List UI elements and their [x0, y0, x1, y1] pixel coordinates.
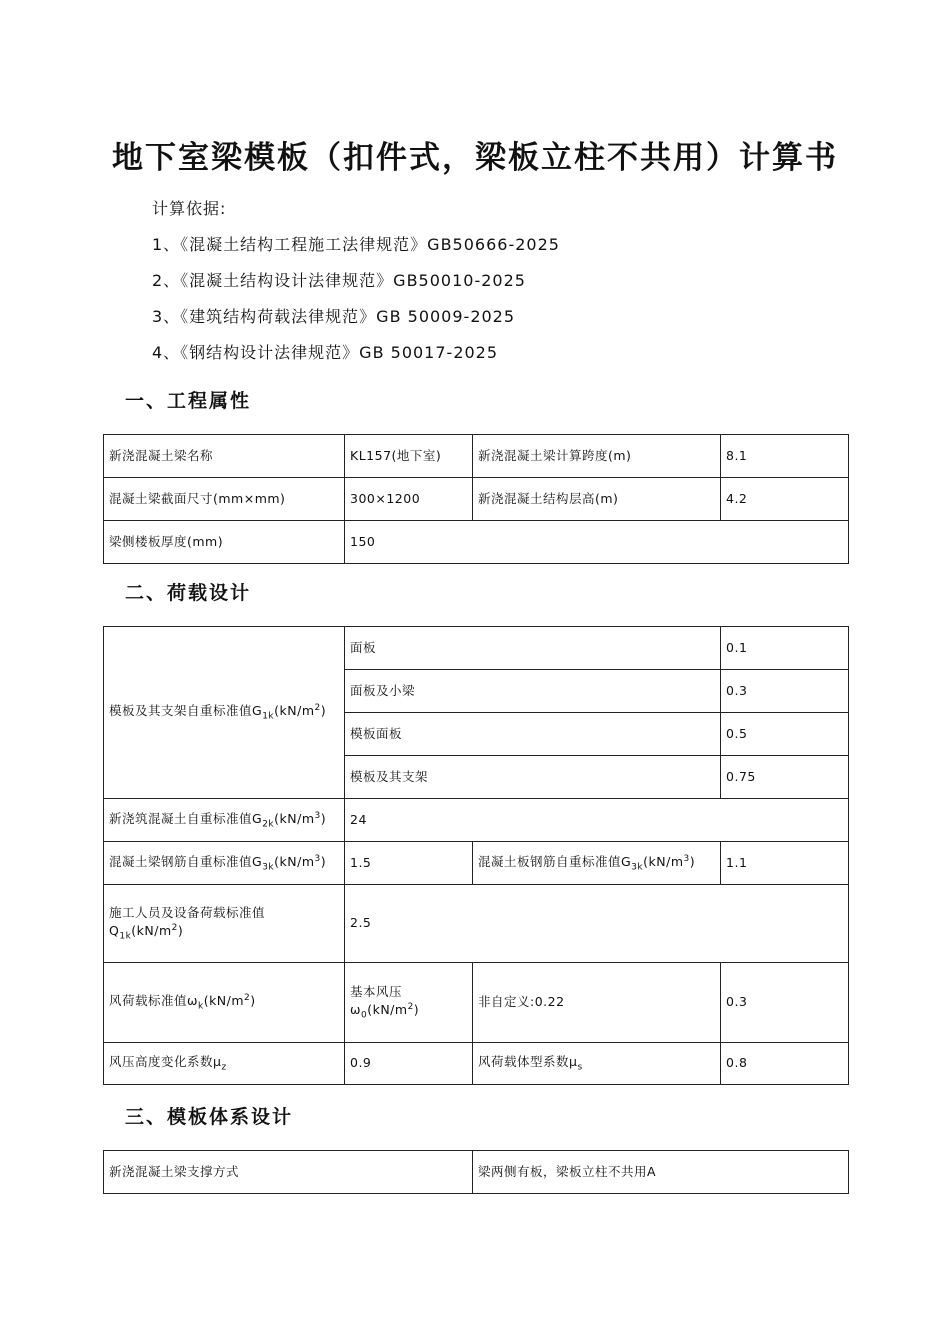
cell-value: 0.8	[721, 1043, 849, 1085]
cell-value: KL157(地下室)	[345, 435, 473, 478]
cell-label: 新浇混凝土梁名称	[104, 435, 345, 478]
cell-label: 模板及其支架	[345, 756, 721, 799]
cell-label: 混凝土梁截面尺寸(mm×mm)	[104, 478, 345, 521]
cell-label: 基本风压 $\omega_0(kN/m^2)$	[345, 963, 473, 1043]
cell-value: 0.3	[721, 670, 849, 713]
document-title: 地下室梁模板（扣件式，梁板立柱不共用）计算书	[112, 140, 838, 176]
cell-label: 新浇混凝土结构层高(m)	[473, 478, 721, 521]
basis-item: 2、《混凝土结构设计法律规范》GB50010-2025	[152, 271, 526, 290]
cell-value: 0.3	[721, 963, 849, 1043]
cell-label: 新浇混凝土梁计算跨度(m)	[473, 435, 721, 478]
cell-value: 0.1	[721, 627, 849, 670]
cell-value: 24	[345, 799, 849, 842]
section-heading-formwork: 三、模板体系设计	[125, 1106, 294, 1128]
cell-label: 面板及小梁	[345, 670, 721, 713]
basis-item: 1、《混凝土结构工程施工法律规范》GB50666-2025	[152, 235, 560, 254]
cell-value: 150	[345, 521, 849, 564]
cell-label: 面板	[345, 627, 721, 670]
cell-value: 非自定义:0.22	[473, 963, 721, 1043]
cell-label: 施工人员及设备荷载标准值 $Q_{1k}(kN/m^2)$	[104, 885, 345, 963]
cell-value: 300×1200	[345, 478, 473, 521]
cell-value: 1.1	[721, 842, 849, 885]
formwork-table	[103, 1150, 849, 1194]
cell-value: 1.5	[345, 842, 473, 885]
cell-value: 8.1	[721, 435, 849, 478]
cell-label: 混凝土板钢筋自重标准值$G_{3k}(kN/m^3)$	[473, 842, 721, 885]
cell-label: 风荷载体型系数$\mu_s$	[473, 1043, 721, 1085]
load-table	[103, 626, 849, 1085]
cell-label: 风荷载标准值$\omega_k(kN/m^2)$	[104, 963, 345, 1043]
cell-label: 模板面板	[345, 713, 721, 756]
cell-value: 4.2	[721, 478, 849, 521]
cell-label: 混凝土梁钢筋自重标准值$G_{3k}(kN/m^3)$	[104, 842, 345, 885]
cell-value: 2.5	[345, 885, 849, 963]
cell-label: 模板及其支架自重标准值$G_{1k}(kN/m^2)$	[104, 627, 345, 799]
cell-value: 0.9	[345, 1043, 473, 1085]
section-heading-load: 二、荷载设计	[125, 582, 252, 604]
basis-item: 3、《建筑结构荷载法律规范》GB 50009-2025	[152, 307, 516, 326]
basis-item: 4、《钢结构设计法律规范》GB 50017-2025	[152, 343, 499, 362]
cell-label: 梁侧楼板厚度(mm)	[104, 521, 345, 564]
cell-value: 梁两侧有板，梁板立柱不共用A	[473, 1151, 849, 1194]
project-table	[103, 434, 849, 564]
section-heading-project: 一、工程属性	[125, 390, 252, 412]
basis-title: 计算依据:	[152, 199, 227, 218]
cell-label: 风压高度变化系数$\mu_z$	[104, 1043, 345, 1085]
cell-label: 新浇筑混凝土自重标准值$G_{2k}(kN/m^3)$	[104, 799, 345, 842]
cell-label: 新浇混凝土梁支撑方式	[104, 1151, 473, 1194]
cell-value: 0.5	[721, 713, 849, 756]
cell-value: 0.75	[721, 756, 849, 799]
